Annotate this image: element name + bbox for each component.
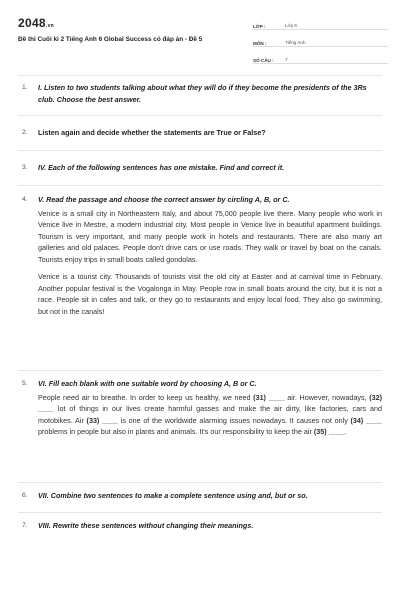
- question-4: [22, 194, 382, 317]
- question-6: [22, 490, 382, 502]
- document-title: Đề thi Cuối kì 2 Tiếng Anh 6 Global Success có đáp án - Đề 5: [18, 36, 203, 43]
- question-number: 5.: [22, 380, 28, 387]
- meta-row-class: [253, 16, 388, 30]
- logo-suffix: .vn: [45, 23, 55, 29]
- cloze-passage: [38, 392, 382, 438]
- logo-main: 2048: [18, 16, 46, 30]
- divider: [18, 75, 382, 76]
- question-title[interactable]: VIII. Rewrite these sentences without changing their meanings.: [38, 521, 254, 530]
- meta-value: Tiếng Anh: [285, 40, 306, 45]
- document-header: [18, 14, 388, 66]
- question-title[interactable]: V. Read the passage and choose the correct answer by circling A, B, or C.: [38, 195, 290, 204]
- question-1: [22, 82, 382, 105]
- meta-label: LỚP :: [253, 24, 266, 29]
- question-2: [22, 127, 382, 139]
- cloze-text: People need air to breathe. In order to keep us healthy, we need: [38, 392, 254, 402]
- meta-label: MÔN :: [253, 41, 267, 46]
- divider: [18, 115, 382, 116]
- blank-32[interactable]: (32) ____: [38, 392, 382, 413]
- passage-paragraph: Venice is a tourist city. Thousands of tourists visit the old city at Easter and at carnival time in February. Another popular festival is the Vogalonga in May. People row in small boats around the city, but it is not a race. People sit in cafes and talk, or they go to restaurants and enjoy local food. They also go swimming, but not in the canals!: [38, 272, 382, 316]
- question-3: [22, 162, 382, 174]
- divider: [18, 482, 382, 483]
- question-title[interactable]: I. Listen to two students talking about what they will do if they become the presidents of the 3Rs club. Choose the best answer.: [38, 83, 367, 104]
- question-number: 4.: [22, 196, 28, 203]
- divider: [18, 512, 382, 513]
- meta-value: Lớp 6: [285, 23, 297, 28]
- cloze-text: problems in people but also in plants and animals. It's our responsibility to keep the air: [38, 427, 314, 436]
- passage-paragraph: Venice is a small city in Northeastern Italy, and about 75,000 people live there. Many people who work in Venice live in Mestre, a modern industrial city. Most people in Venice live in beautiful apartment buildings. Tourism is very important, and many people work in hotels and restaurants. There are also many art galleries and old palaces. People don't drive cars or use roads. They walk or travel by boat on the canals. Tourists enjoy trips in small boats called gondolas.: [38, 208, 382, 264]
- question-title[interactable]: IV. Each of the following sentences has one mistake. Find and correct it.: [38, 163, 285, 172]
- question-number: 7.: [22, 522, 28, 529]
- divider: [18, 150, 382, 151]
- meta-row-count: [253, 50, 388, 64]
- cloze-text: is one of the worldwide alarming issues nowadays. It causes not only: [118, 415, 351, 425]
- question-7: [22, 520, 382, 532]
- meta-row-subject: [253, 33, 388, 47]
- divider: [18, 185, 382, 186]
- question-title[interactable]: VI. Fill each blank with one suitable word by choosing A, B or C.: [38, 379, 257, 388]
- question-number: 2.: [22, 129, 28, 136]
- question-5: [22, 378, 382, 438]
- cloze-text: lot of things in our lives create harmful gasses and make the air dirty, like factories, cars and motobikes. Air: [38, 404, 382, 425]
- meta-value: 7: [285, 57, 288, 62]
- cloze-text: .: [344, 427, 347, 436]
- meta-label: SỐ CÂU :: [253, 58, 274, 63]
- question-number: 6.: [22, 492, 28, 499]
- cloze-text: air. However, nowadays,: [284, 392, 370, 402]
- site-logo[interactable]: [18, 16, 54, 30]
- question-number: 3.: [22, 164, 28, 171]
- question-title[interactable]: Listen again and decide whether the statements are True or False?: [38, 128, 266, 137]
- blank-34[interactable]: (34) ____: [350, 415, 382, 425]
- divider: [18, 370, 382, 371]
- blank-35[interactable]: (35) ____: [313, 427, 345, 436]
- meta-info: [253, 16, 388, 67]
- question-number: 1.: [22, 84, 28, 91]
- question-title[interactable]: VII. Combine two sentences to make a complete sentence using and, but or so.: [38, 491, 308, 500]
- blank-33[interactable]: (33) ____: [86, 415, 119, 425]
- blank-31[interactable]: (31) ____: [253, 392, 285, 402]
